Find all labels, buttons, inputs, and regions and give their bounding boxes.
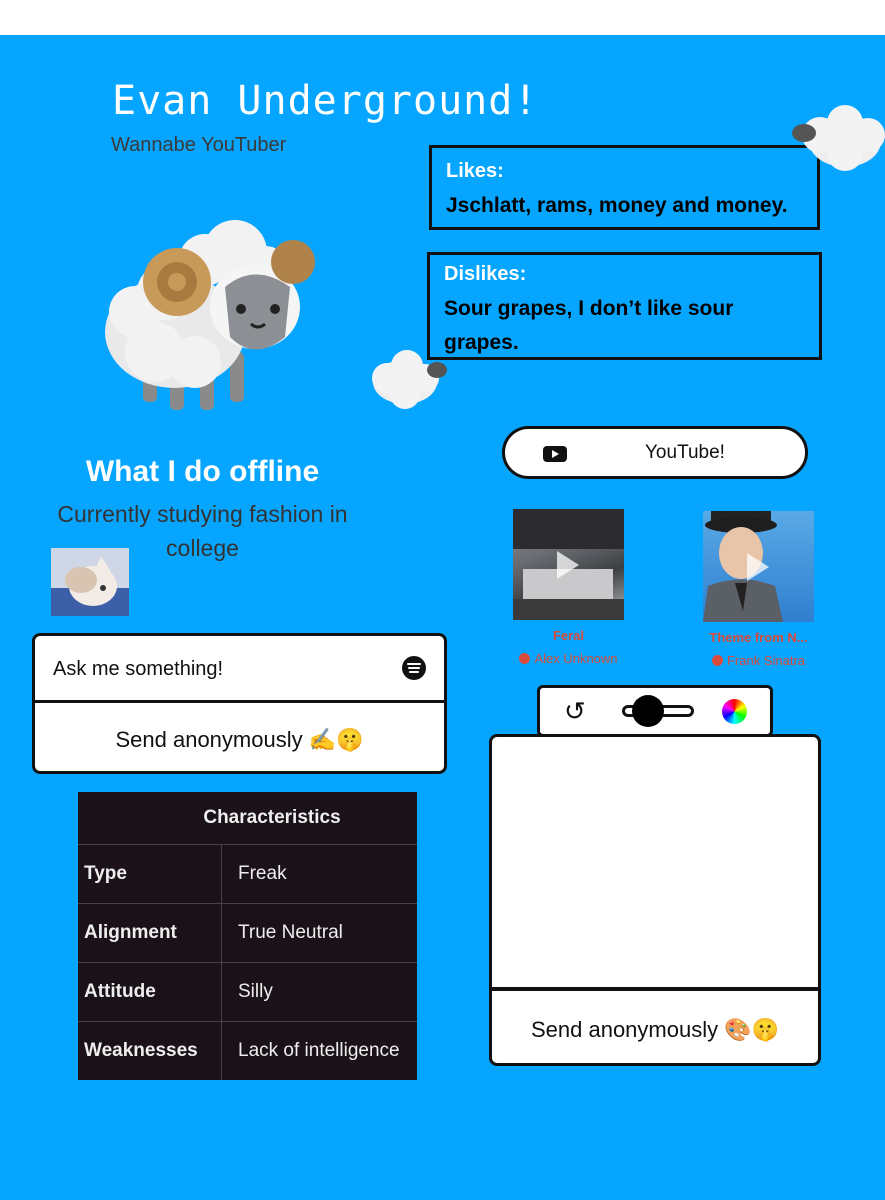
- undo-icon[interactable]: ↺: [564, 696, 586, 726]
- table-row: [78, 1022, 417, 1081]
- dislikes-heading: Dislikes:: [444, 263, 527, 285]
- drawing-canvas[interactable]: [489, 734, 821, 990]
- table-row: [78, 904, 417, 963]
- row-key: Weaknesses: [78, 1022, 222, 1081]
- profile-name: Evan Underground!: [112, 78, 539, 124]
- likes-heading: Likes:: [446, 160, 504, 182]
- ram-sticker: [95, 212, 315, 417]
- track-title: Feral: [552, 628, 585, 643]
- track-cover-art[interactable]: [513, 509, 624, 620]
- play-icon[interactable]: [747, 553, 769, 581]
- profile-tagline: Wannabe YouTuber: [111, 134, 287, 156]
- row-key: Attitude: [78, 963, 222, 1022]
- play-icon[interactable]: [557, 551, 579, 579]
- track-title: Theme from N...: [709, 630, 808, 645]
- send-drawing-button[interactable]: [489, 988, 821, 1066]
- row-value: True Neutral: [222, 904, 418, 963]
- table-row: [78, 963, 417, 1022]
- color-wheel-icon[interactable]: [722, 699, 747, 724]
- table-row: [78, 845, 417, 904]
- send-anonymously-button[interactable]: [32, 700, 447, 774]
- offline-text: Currently studying fashion in college: [57, 501, 348, 561]
- likes-text: Jschlatt, rams, money and money.: [446, 194, 788, 217]
- row-value: Freak: [222, 845, 418, 904]
- spotify-icon: [519, 653, 530, 664]
- drawing-toolbar: [537, 685, 773, 737]
- track-artist: Frank Sinatra: [693, 653, 824, 668]
- slider-handle[interactable]: [632, 695, 664, 727]
- youtube-icon: [543, 446, 567, 462]
- spotify-icon[interactable]: [402, 656, 426, 680]
- row-value: Silly: [222, 963, 418, 1022]
- send-label: Send anonymously 🎨🤫: [530, 1017, 779, 1042]
- ask-me-input[interactable]: [32, 633, 447, 703]
- row-value: Lack of intelligence: [222, 1022, 418, 1081]
- likes-box: [429, 145, 820, 230]
- spotify-icon: [712, 655, 723, 666]
- dislikes-text: Sour grapes, I don’t like sour grapes.: [444, 297, 734, 354]
- youtube-link-button[interactable]: [502, 426, 808, 479]
- row-key: Type: [78, 845, 222, 904]
- track-cover-art[interactable]: [703, 511, 814, 622]
- characteristics-table: [78, 792, 417, 1080]
- send-label: Send anonymously ✍️🤫: [115, 727, 364, 752]
- sheep-cloud-sticker: [367, 348, 452, 410]
- sheep-cloud-sticker: [790, 105, 885, 173]
- ask-prompt: Ask me something!: [53, 658, 224, 680]
- track-artist: Alex Unknown: [500, 651, 637, 666]
- offline-heading: What I do offline: [85, 455, 320, 488]
- dislikes-box: [427, 252, 822, 360]
- row-key: Alignment: [78, 904, 222, 963]
- youtube-label: YouTube!: [645, 442, 725, 463]
- cat-photo: [51, 548, 129, 616]
- table-heading: Characteristics: [78, 792, 417, 845]
